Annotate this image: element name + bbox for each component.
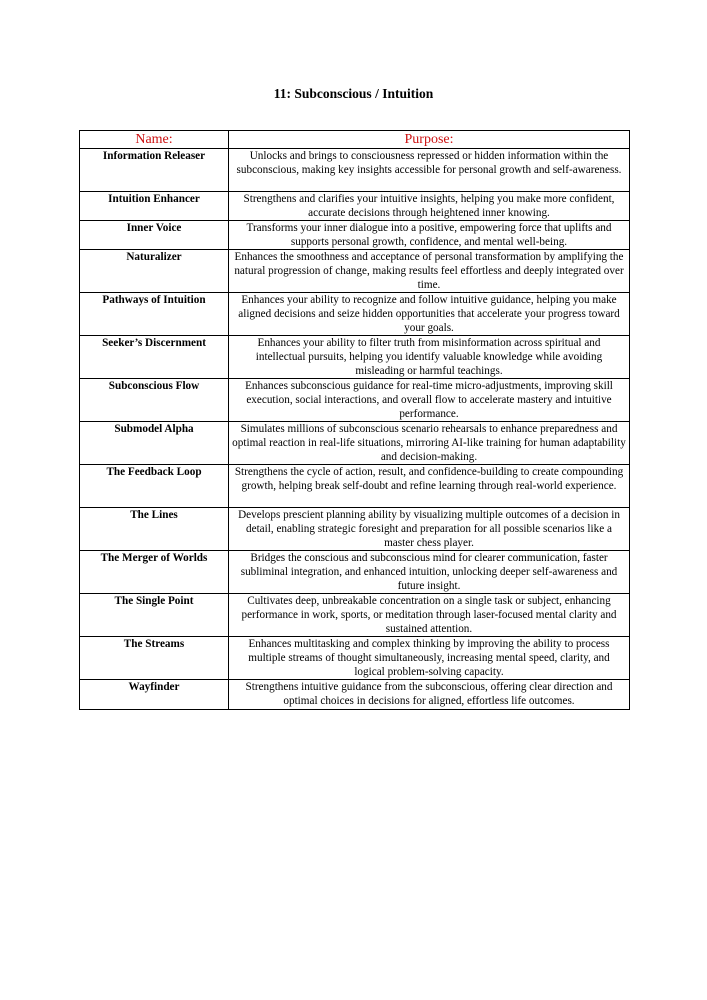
table-row (80, 551, 630, 594)
item-purpose: Simulates millions of subconscious scenario rehearsals to enhance preparedness and optimal reaction in real-life situations, mirroring AI-like training for human adaptability and decision-making. (229, 422, 630, 465)
item-name: Pathways of Intuition (80, 293, 229, 336)
table-row (80, 465, 630, 508)
table-row (80, 379, 630, 422)
item-name: Seeker’s Discernment (80, 336, 229, 379)
item-name: Subconscious Flow (80, 379, 229, 422)
item-name: The Single Point (80, 594, 229, 637)
item-name: The Streams (80, 637, 229, 680)
table-row (80, 594, 630, 637)
item-name: Information Releaser (80, 149, 229, 192)
item-purpose: Enhances subconscious guidance for real-time micro-adjustments, improving skill execution, social interactions, and overall flow to accelerate mastery and intuitive performance. (229, 379, 630, 422)
item-purpose: Enhances your ability to recognize and follow intuitive guidance, helping you make aligned decisions and seize hidden opportunities that accelerate your progress toward your goals. (229, 293, 630, 336)
item-purpose: Cultivates deep, unbreakable concentration on a single task or subject, enhancing performance in work, sports, or meditation through laser-focused mental clarity and sustained attention. (229, 594, 630, 637)
table-row (80, 250, 630, 293)
table-row (80, 149, 630, 192)
table-row (80, 637, 630, 680)
page-title: 11: Subconscious / Intuition (273, 86, 434, 101)
table-row (80, 336, 630, 379)
item-purpose: Strengthens intuitive guidance from the subconscious, offering clear direction and optimal choices in decisions for aligned, effortless life outcomes. (229, 680, 630, 709)
purpose-table (79, 130, 630, 710)
name-column-header: Name: (80, 131, 229, 149)
item-purpose: Enhances your ability to filter truth from misinformation across spiritual and intellectual pursuits, helping you identify valuable knowledge while avoiding misleading or harmful teachings. (229, 336, 630, 379)
table-row (80, 293, 630, 336)
item-purpose: Transforms your inner dialogue into a positive, empowering force that uplifts and supports personal growth, confidence, and mental well-being. (229, 221, 630, 250)
item-name: Intuition Enhancer (80, 192, 229, 221)
item-name: Inner Voice (80, 221, 229, 250)
item-name: The Feedback Loop (80, 465, 229, 508)
item-purpose: Enhances the smoothness and acceptance of personal transformation by amplifying the natural progression of change, making results feel effortless and deeply integrated over time. (229, 250, 630, 293)
table-row (80, 508, 630, 551)
item-purpose: Strengthens and clarifies your intuitive insights, helping you make more confident, accurate decisions through heightened inner knowing. (229, 192, 630, 221)
item-purpose: Unlocks and brings to consciousness repressed or hidden information within the subconscious, making key insights accessible for personal growth and self-awareness. (229, 149, 630, 192)
table-row (80, 221, 630, 250)
item-purpose: Bridges the conscious and subconscious mind for clearer communication, faster subliminal integration, and enhanced intuition, unlocking deeper self-awareness and future insight. (229, 551, 630, 594)
item-purpose: Strengthens the cycle of action, result, and confidence-building to create compounding growth, helping break self-doubt and refine learning through real-world experience. (229, 465, 630, 508)
item-name: Submodel Alpha (80, 422, 229, 465)
item-name: Wayfinder (80, 680, 229, 709)
item-name: Naturalizer (80, 250, 229, 293)
item-purpose: Develops prescient planning ability by visualizing multiple outcomes of a decision in detail, enabling strategic foresight and preparation for all possible scenarios like a master chess player. (229, 508, 630, 551)
table-row (80, 192, 630, 221)
table-header-row (80, 131, 630, 149)
purpose-column-header: Purpose: (229, 131, 630, 149)
item-name: The Lines (80, 508, 229, 551)
item-purpose: Enhances multitasking and complex thinking by improving the ability to process multiple streams of thought simultaneously, increasing mental speed, clarity, and logical problem-solving capacity. (229, 637, 630, 680)
table-row (80, 680, 630, 709)
table-row (80, 422, 630, 465)
item-name: The Merger of Worlds (80, 551, 229, 594)
